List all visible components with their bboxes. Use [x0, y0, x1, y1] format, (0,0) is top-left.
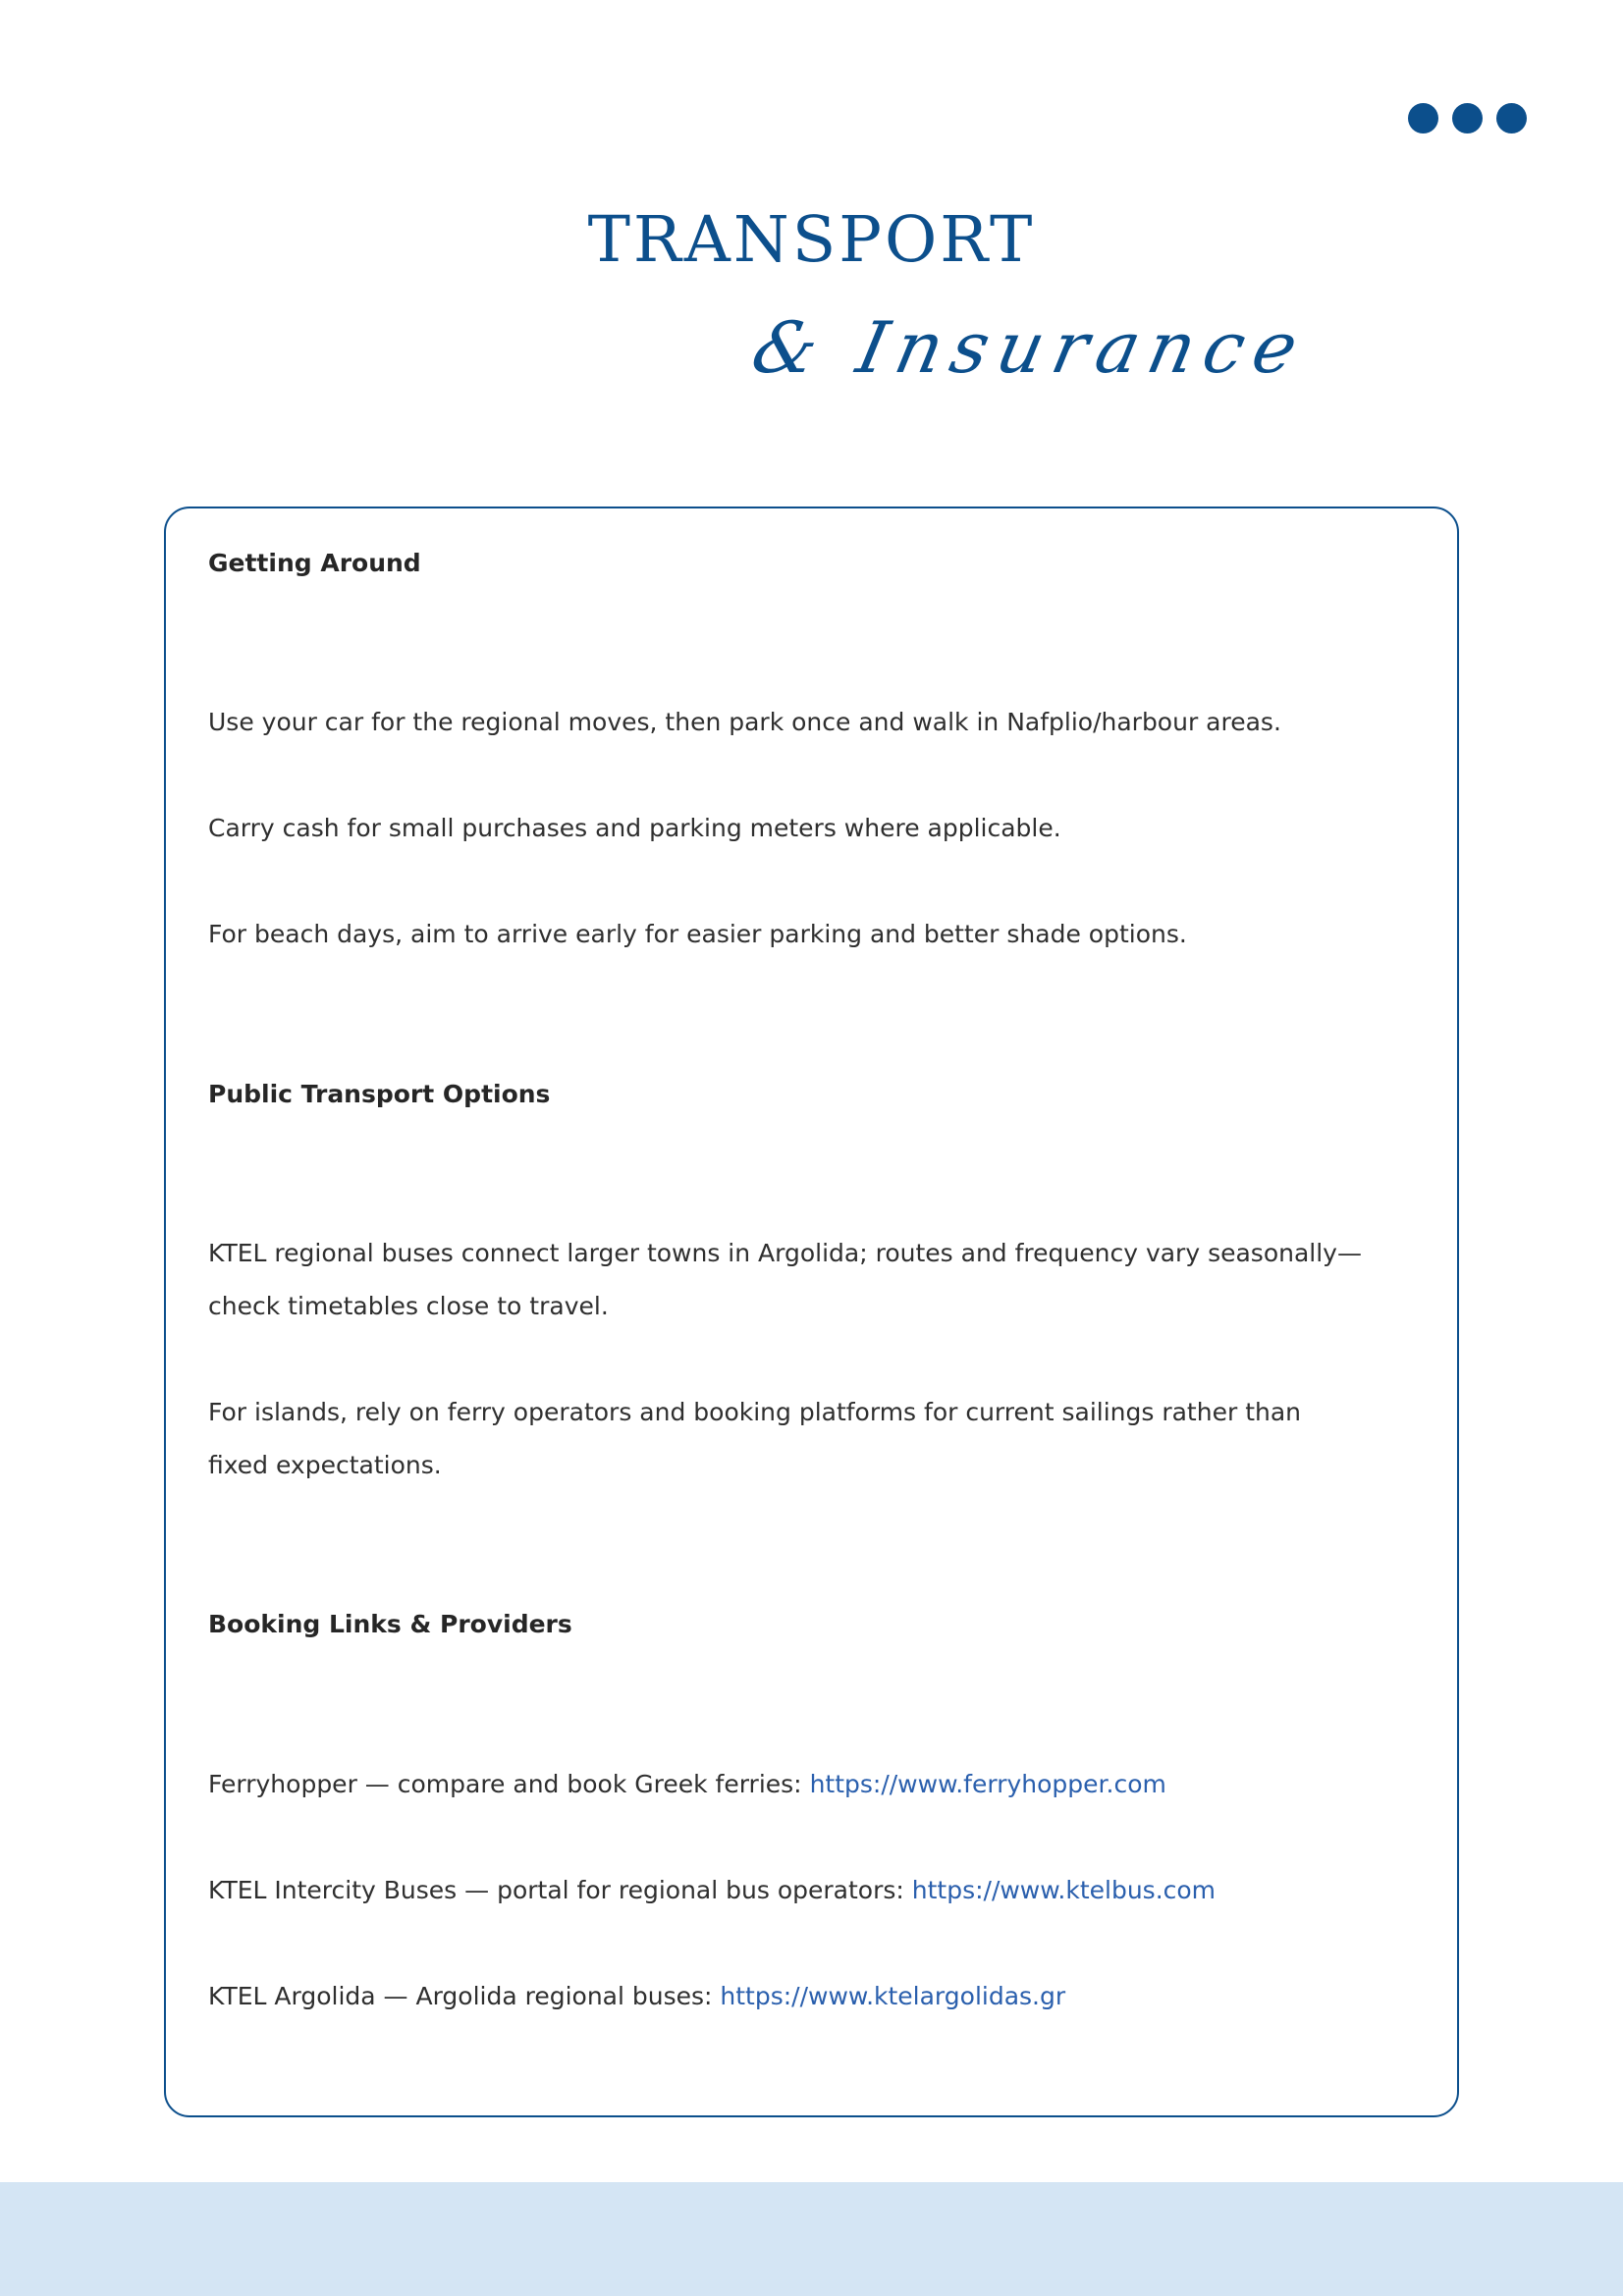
footer-band — [0, 2182, 1623, 2296]
public-transport-item: For islands, rely on ferry operators and booking platforms for current sailings rather than fixed expectations. — [208, 1398, 1302, 1479]
ferryhopper-link[interactable]: https://www.ferryhopper.com — [809, 1770, 1166, 1798]
section-heading-public-transport: Public Transport Options — [208, 1080, 551, 1108]
page-title: TRANSPORT — [587, 203, 1036, 277]
getting-around-item: Use your car for the regional moves, then park once and walk in Nafplio/harbour areas. — [208, 708, 1281, 736]
dot-icon — [1452, 103, 1483, 133]
ktelargolidas-link[interactable]: https://www.ktelargolidas.gr — [720, 1982, 1066, 2010]
booking-link-text: KTEL Argolida — Argolida regional buses: — [208, 1982, 721, 2010]
menu-dots-icon — [1408, 103, 1527, 133]
getting-around-item: For beach days, aim to arrive early for easier parking and better shade options. — [208, 920, 1187, 948]
section-heading-booking-links: Booking Links & Providers — [208, 1610, 572, 1638]
section-heading-getting-around: Getting Around — [208, 549, 421, 577]
booking-link-item — [208, 1864, 1216, 1917]
booking-link-text: Ferryhopper — compare and book Greek ferries: — [208, 1770, 810, 1798]
booking-link-item — [208, 1758, 1166, 1811]
ktelbus-link[interactable]: https://www.ktelbus.com — [911, 1876, 1217, 1904]
public-transport-item: KTEL regional buses connect larger towns in Argolida; routes and frequency vary seasonally—check timetables close to travel. — [208, 1239, 1362, 1320]
dot-icon — [1408, 103, 1438, 133]
booking-link-text: KTEL Intercity Buses — portal for regional bus operators: — [208, 1876, 912, 1904]
dot-icon — [1496, 103, 1527, 133]
page-subtitle: & Insurance — [745, 306, 1315, 389]
getting-around-item: Carry cash for small purchases and parking meters where applicable. — [208, 814, 1061, 842]
booking-link-item — [208, 1970, 1065, 2023]
